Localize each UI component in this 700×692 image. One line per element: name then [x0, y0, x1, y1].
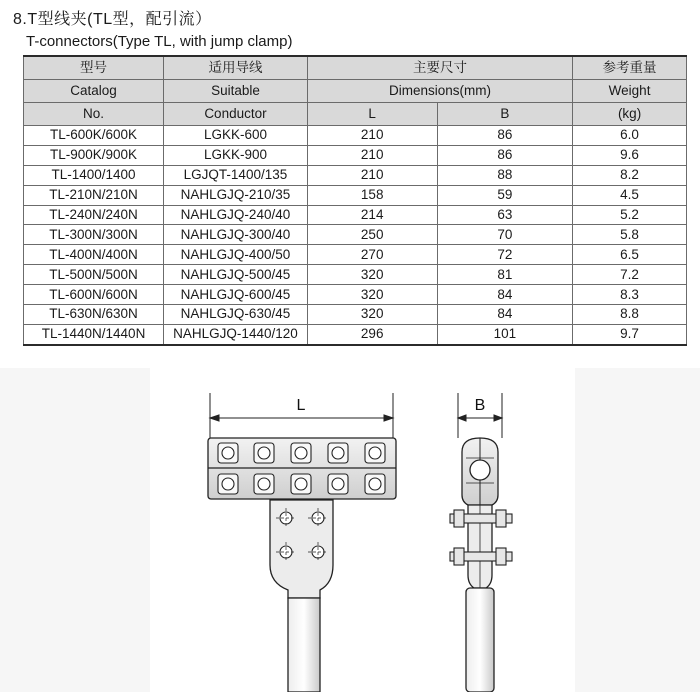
cell-b: 84 — [437, 305, 573, 325]
cell-weight: 5.2 — [573, 205, 687, 225]
cell-b: 86 — [437, 145, 573, 165]
cell-weight: 9.7 — [573, 324, 687, 344]
header-weight-unit: (kg) — [573, 103, 687, 126]
cell-weight: 5.8 — [573, 225, 687, 245]
cell-l: 158 — [307, 185, 437, 205]
cell-l: 250 — [307, 225, 437, 245]
cell-weight: 8.8 — [573, 305, 687, 325]
cell-l: 296 — [307, 324, 437, 344]
cell-l: 320 — [307, 265, 437, 285]
cell-weight: 8.2 — [573, 165, 687, 185]
cell-weight: 7.2 — [573, 265, 687, 285]
table-row — [24, 165, 687, 185]
header-row-en — [24, 80, 687, 103]
header-catalog-en: Catalog — [24, 80, 164, 103]
dim-label-l: L — [296, 397, 306, 414]
side-view — [450, 393, 512, 692]
cell-conductor: NAHLGJQ-400/50 — [164, 245, 308, 265]
cell-catalog: TL-600N/600N — [24, 285, 164, 305]
cell-catalog: TL-1440N/1440N — [24, 324, 164, 344]
cell-l: 320 — [307, 305, 437, 325]
cell-conductor: NAHLGJQ-240/40 — [164, 205, 308, 225]
section-subtitle: T-connectors(Type TL, with jump clamp) — [26, 33, 293, 50]
cell-l: 210 — [307, 145, 437, 165]
cell-catalog: TL-1400/1400 — [24, 165, 164, 185]
cell-catalog: TL-400N/400N — [24, 245, 164, 265]
cell-l: 210 — [307, 165, 437, 185]
cell-catalog: TL-210N/210N — [24, 185, 164, 205]
cell-conductor: LGKK-600 — [164, 126, 308, 146]
table-row — [24, 245, 687, 265]
cell-b: 86 — [437, 126, 573, 146]
cell-b: 88 — [437, 165, 573, 185]
bolt-hole — [258, 478, 270, 490]
header-catalog-cn: 型号 — [24, 56, 164, 80]
table-row — [24, 225, 687, 245]
cell-conductor: NAHLGJQ-1440/120 — [164, 324, 308, 344]
cell-b: 70 — [437, 225, 573, 245]
cell-b: 59 — [437, 185, 573, 205]
header-catalog-no: No. — [24, 103, 164, 126]
cell-l: 270 — [307, 245, 437, 265]
cell-l: 214 — [307, 205, 437, 225]
cell-conductor: NAHLGJQ-500/45 — [164, 265, 308, 285]
bolt-hole — [369, 447, 381, 459]
table-row — [24, 145, 687, 165]
bolt-hole — [222, 478, 234, 490]
front-view — [208, 393, 396, 692]
cell-l: 210 — [307, 126, 437, 146]
bolt-hole — [258, 447, 270, 459]
header-row-cn — [24, 56, 687, 80]
cell-catalog: TL-600K/600K — [24, 126, 164, 146]
cell-weight: 9.6 — [573, 145, 687, 165]
cell-b: 63 — [437, 205, 573, 225]
header-dimensions-en: Dimensions(mm) — [307, 80, 572, 103]
bolt-hole — [295, 478, 307, 490]
cell-weight: 6.5 — [573, 245, 687, 265]
cell-conductor: NAHLGJQ-600/45 — [164, 285, 308, 305]
table-row — [24, 205, 687, 225]
cell-l: 320 — [307, 285, 437, 305]
cell-conductor: NAHLGJQ-300/40 — [164, 225, 308, 245]
cell-b: 72 — [437, 245, 573, 265]
header-weight-cn: 参考重量 — [573, 56, 687, 80]
connector-drawing — [0, 360, 700, 692]
table-row — [24, 324, 687, 344]
header-row-sub — [24, 103, 687, 126]
cell-weight: 6.0 — [573, 126, 687, 146]
cell-b: 101 — [437, 324, 573, 344]
dim-label-b: B — [474, 397, 486, 414]
table-row — [24, 285, 687, 305]
cell-catalog: TL-500N/500N — [24, 265, 164, 285]
sleeve-tube — [288, 598, 320, 692]
table-row — [24, 305, 687, 325]
bolt-hole — [295, 447, 307, 459]
cell-catalog: TL-300N/300N — [24, 225, 164, 245]
cell-conductor: LGJQT-1400/135 — [164, 165, 308, 185]
side-sleeve — [466, 588, 494, 692]
bolt-hole — [332, 447, 344, 459]
header-weight-en: Weight — [573, 80, 687, 103]
cell-b: 84 — [437, 285, 573, 305]
header-conductor-en: Suitable — [164, 80, 308, 103]
header-col-b: B — [437, 103, 573, 126]
cell-weight: 8.3 — [573, 285, 687, 305]
header-col-l: L — [307, 103, 437, 126]
table-row — [24, 185, 687, 205]
cell-catalog: TL-630N/630N — [24, 305, 164, 325]
header-conductor-cn: 适用导线 — [164, 56, 308, 80]
cell-catalog: TL-240N/240N — [24, 205, 164, 225]
header-conductor-en2: Conductor — [164, 103, 308, 126]
cell-b: 81 — [437, 265, 573, 285]
cell-conductor: NAHLGJQ-210/35 — [164, 185, 308, 205]
bolt-hole — [332, 478, 344, 490]
table-body — [24, 126, 687, 345]
bolt-hole — [222, 447, 234, 459]
section-title: 8.T型线夹(TL型，配引流） — [13, 11, 212, 28]
cell-conductor: LGKK-900 — [164, 145, 308, 165]
cell-weight: 4.5 — [573, 185, 687, 205]
table-row — [24, 265, 687, 285]
bolt-hole — [369, 478, 381, 490]
cell-conductor: NAHLGJQ-630/45 — [164, 305, 308, 325]
cell-catalog: TL-900K/900K — [24, 145, 164, 165]
spec-table — [23, 55, 687, 346]
header-dimensions-cn: 主要尺寸 — [307, 56, 572, 80]
table-row — [24, 126, 687, 146]
